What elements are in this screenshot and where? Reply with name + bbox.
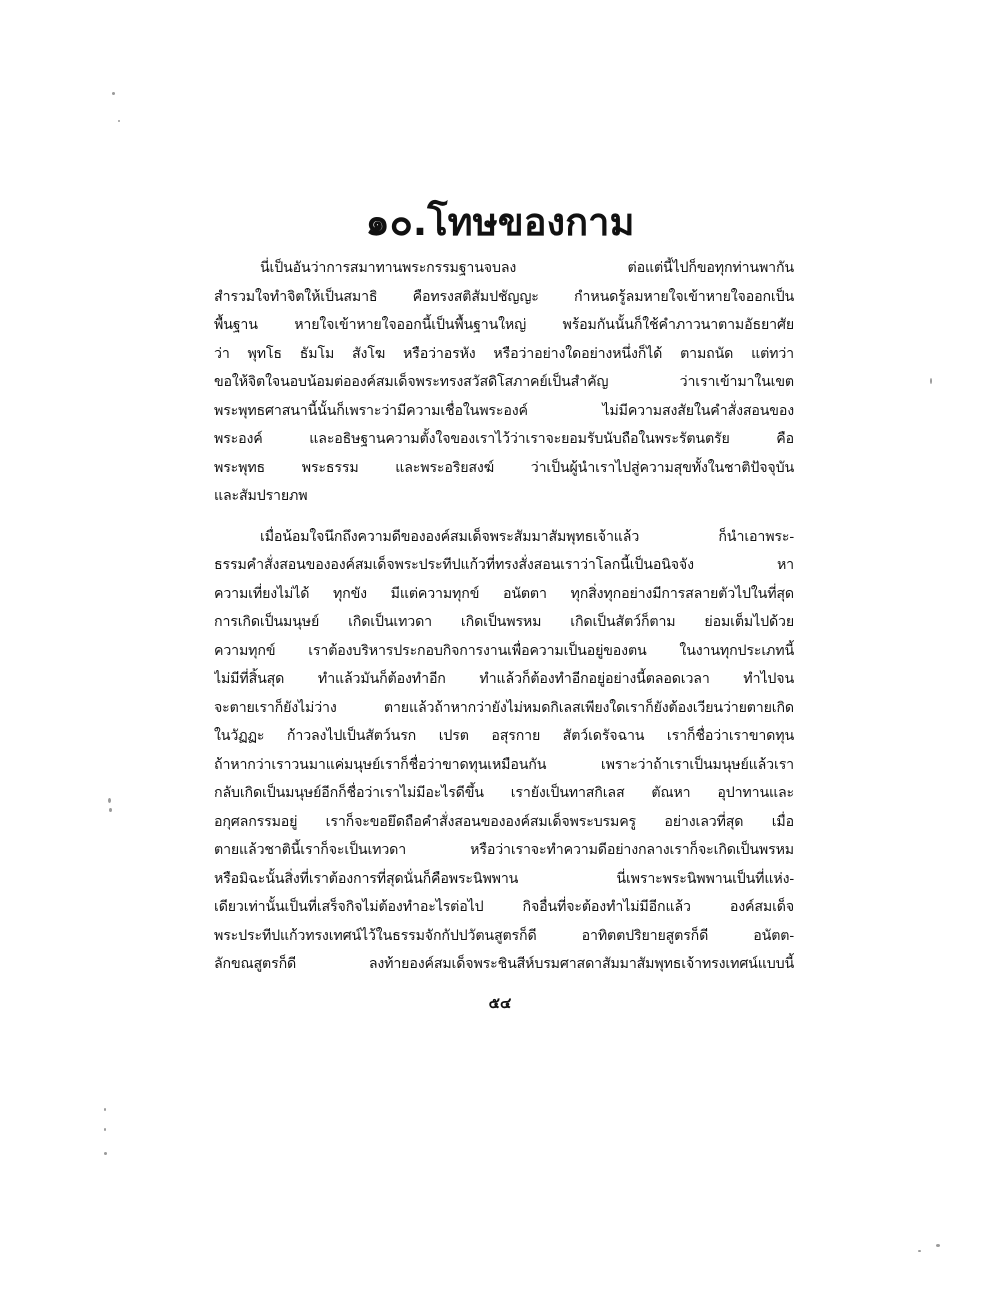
text-line: การเกิดเป็นมนุษย์ เกิดเป็นเทวดา เกิดเป็นพรหม เกิดเป็นสัตว์ก็ตาม ย่อมเต็มไปด้วย bbox=[214, 614, 794, 630]
text-line: ไม่มีที่สิ้นสุด ทำแล้วมันก็ต้องทำอีก ทำแล้วก็ต้องทำอีกอยู่อย่างนี้ตลอดเวลา ทำไปจน bbox=[214, 671, 794, 687]
text-line: พระองค์ และอธิษฐานความตั้งใจของเราไว้ว่าเราจะยอมรับนับถือในพระรัตนตรัย คือ bbox=[214, 431, 794, 447]
text-line: ขอให้จิตใจนอบน้อมต่อองค์สมเด็จพระทรงสวัสดิโสภาคย์เป็นสำคัญ ว่าเราเข้ามาในเขต bbox=[214, 374, 794, 390]
text-line: ธรรมคำสั่งสอนขององค์สมเด็จพระประทีปแก้วที่ทรงสั่งสอนเราว่าโลกนี้เป็นอนิจจัง หา bbox=[214, 557, 794, 573]
text-line: พระพุทธ พระธรรม และพระอริยสงฆ์ ว่าเป็นผู้นำเราไปสู่ความสุขทั้งในชาติปัจจุบัน bbox=[214, 459, 794, 476]
scan-speck bbox=[104, 1108, 106, 1111]
text-line: เมื่อน้อมใจนึกถึงความดีขององค์สมเด็จพระสัมมาสัมพุทธเจ้าแล้ว ก็นำเอาพระ- bbox=[260, 528, 794, 545]
body-text bbox=[214, 254, 794, 979]
paragraph-1 bbox=[214, 254, 794, 511]
text-line: พระพุทธศาสนานี้นั้นก็เพราะว่ามีความเชื่อในพระองค์ ไม่มีความสงสัยในคำสั่งสอนของ bbox=[214, 402, 794, 419]
text-line: และสัมปรายภพ bbox=[214, 488, 308, 504]
scan-speck bbox=[108, 798, 111, 803]
scan-speck bbox=[109, 808, 112, 812]
scan-speck bbox=[118, 120, 120, 122]
text-line: ลักขณสูตรก็ดี ลงท้ายองค์สมเด็จพระชินสีห์บรมศาสดาสัมมาสัมพุทธเจ้าทรงเทศน์แบบนี้ bbox=[214, 956, 794, 972]
scan-speck bbox=[918, 1250, 921, 1252]
page-number: ๕๔ bbox=[488, 994, 512, 1012]
text-line: กลับเกิดเป็นมนุษย์อีกก็ชื่อว่าเราไม่มีอะไรดีขึ้น เรายังเป็นทาสกิเลส ตัณหา อุปาทานและ bbox=[214, 785, 794, 801]
text-line: ว่า พุทโธ ธัมโม สังโฆ หรือว่าอรหัง หรือว่าอย่างใดอย่างหนึ่งก็ได้ ตามถนัด แต่ทว่า bbox=[214, 345, 794, 362]
text-line: อกุศลกรรมอยู่ เราก็จะขอยึดถือคำสั่งสอนขององค์สมเด็จพระบรมครู อย่างเลวที่สุด เมื่อ bbox=[214, 813, 794, 830]
text-line: พระประทีปแก้วทรงเทศน์ไว้ในธรรมจักกัปปวัตนสูตรก็ดี อาทิตตปริยายสูตรก็ดี อนัตต- bbox=[214, 927, 794, 944]
text-line: ความทุกข์ เราต้องบริหารประกอบกิจการงานเพื่อความเป็นอยู่ของตน ในงานทุกประเภทนี้ bbox=[214, 642, 794, 659]
text-line: เดียวเท่านั้นเป็นที่เสร็จกิจไม่ต้องทำอะไรต่อไป กิจอื่นที่จะต้องทำไม่มีอีกแล้ว องค์สมเด็จ bbox=[214, 899, 794, 915]
scan-speck bbox=[930, 378, 932, 384]
text-line: หรือมิฉะนั้นสิ่งที่เราต้องการที่สุดนั่นก็คือพระนิพพาน นี่เพราะพระนิพพานเป็นที่แห่ง- bbox=[214, 870, 794, 887]
text-line: ตายแล้วชาตินี้เราก็จะเป็นเทวดา หรือว่าเราจะทำความดีอย่างกลางเราก็จะเกิดเป็นพรหม bbox=[214, 842, 794, 858]
text-line: ความเที่ยงไม่ได้ ทุกขัง มีแต่ความทุกข์ อนัตตา ทุกสิ่งทุกอย่างมีการสลายตัวไปในที่สุด bbox=[214, 585, 794, 602]
text-line: ในวัฏฏะ ก้าวลงไปเป็นสัตว์นรก เปรต อสุรกาย สัตว์เดรัจฉาน เราก็ชื่อว่าเราขาดทุน bbox=[214, 728, 794, 744]
text-line: สำรวมใจทำจิตให้เป็นสมาธิ คือทรงสติสัมปชัญญะ กำหนดรู้ลมหายใจเข้าหายใจออกเป็น bbox=[214, 288, 794, 305]
text-line: ถ้าหากว่าเราวนมาแค่มนุษย์เราก็ชื่อว่าขาดทุนเหมือนกัน เพราะว่าถ้าเราเป็นมนุษย์แล้วเรา bbox=[214, 756, 794, 773]
text-line: นี่เป็นอันว่าการสมาทานพระกรรมฐานจบลง ต่อแต่นี้ไปก็ขอทุกท่านพากัน bbox=[260, 260, 794, 276]
scan-speck bbox=[112, 92, 115, 95]
paragraph-2 bbox=[214, 523, 794, 979]
text-line: จะตายเราก็ยังไม่ว่าง ตายแล้วถ้าหากว่ายังไม่หมดกิเลสเพียงใดเราก็ยังต้องเวียนว่ายตายเกิด bbox=[214, 699, 794, 716]
scan-speck bbox=[104, 1128, 106, 1131]
text-line: พื้นฐาน หายใจเข้าหายใจออกนี้เป็นพื้นฐานใหญ่ พร้อมกันนั้นก็ใช้คำภาวนาตามอัธยาศัย bbox=[214, 317, 794, 333]
paragraph-gap bbox=[214, 511, 794, 523]
scan-speck bbox=[104, 1152, 107, 1155]
chapter-title: ๑๐.โทษของกาม bbox=[365, 200, 635, 244]
scan-speck bbox=[936, 1244, 940, 1247]
